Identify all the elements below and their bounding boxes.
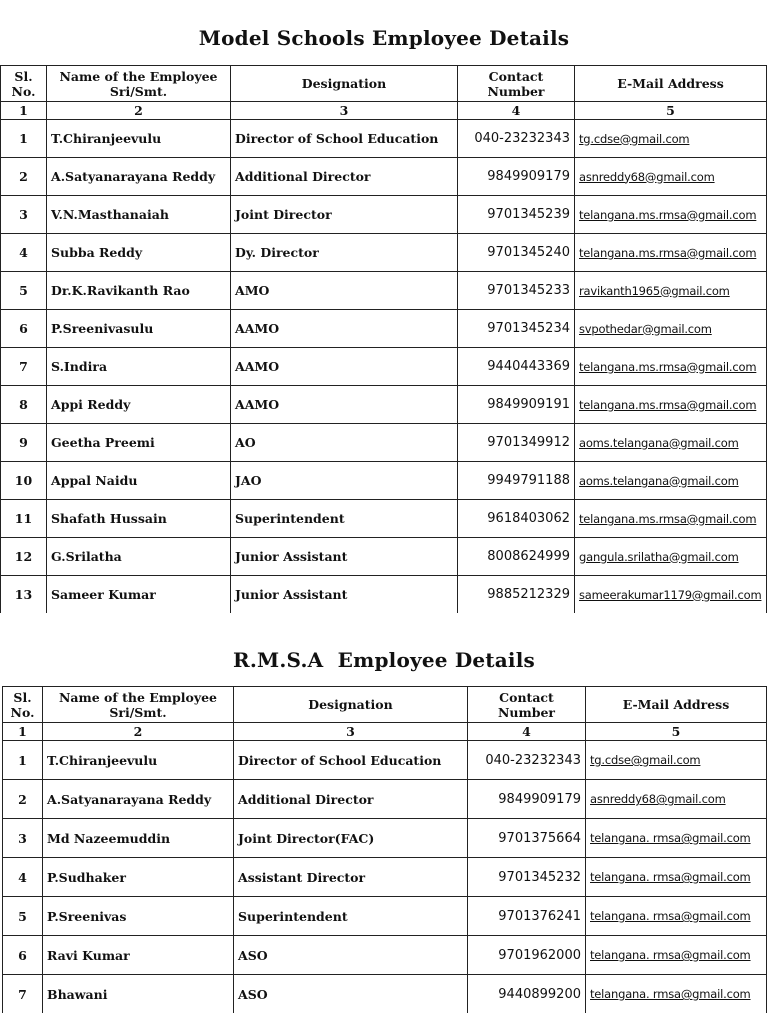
designation-cell: AAMO	[231, 386, 458, 424]
employee-name-cell: Shafath Hussain	[47, 500, 231, 538]
designation-cell: Additional Director	[234, 780, 468, 819]
designation-header: Designation	[234, 687, 468, 723]
employee-name-cell: P.Sudhaker	[43, 858, 234, 897]
email-link[interactable]: telangana. rmsa@gmail.com	[586, 858, 767, 897]
designation-cell: Additional Director	[231, 158, 458, 196]
sl-no-cell: 13	[1, 576, 47, 614]
email-link[interactable]: aoms.telangana@gmail.com	[575, 424, 767, 462]
designation-cell: AO	[231, 424, 458, 462]
employee-name-cell: Appi Reddy	[47, 386, 231, 424]
employee-name-cell: T.Chiranjeevulu	[43, 741, 234, 780]
contact-number-cell: 9440899200	[468, 975, 586, 1014]
contact-number-cell: 9849909179	[458, 158, 575, 196]
sl-no-cell: 4	[3, 858, 43, 897]
employee-row	[1, 500, 767, 538]
contact-number-cell: 9701345232	[468, 858, 586, 897]
email-link[interactable]: telangana.ms.rmsa@gmail.com	[575, 234, 767, 272]
contact-number-cell: 9618403062	[458, 500, 575, 538]
employee-row	[3, 858, 767, 897]
employee-name-cell: Md Nazeemuddin	[43, 819, 234, 858]
employee-name-cell: Dr.K.Ravikanth Rao	[47, 272, 231, 310]
employee-row	[1, 234, 767, 272]
email-link[interactable]: telangana.ms.rmsa@gmail.com	[575, 348, 767, 386]
sl-no-header: Sl. No.	[1, 66, 47, 102]
employee-row	[1, 348, 767, 386]
contact-number-cell: 8008624999	[458, 538, 575, 576]
column-number: 5	[575, 102, 767, 120]
employee-name-cell: P.Sreenivas	[43, 897, 234, 936]
email-header: E-Mail Address	[586, 687, 767, 723]
email-link[interactable]: asnreddy68@gmail.com	[575, 158, 767, 196]
email-link[interactable]: telangana. rmsa@gmail.com	[586, 975, 767, 1014]
contact-number-cell: 9701962000	[468, 936, 586, 975]
sl-no-cell: 3	[3, 819, 43, 858]
rmsa-table	[2, 686, 767, 1013]
employee-row	[1, 386, 767, 424]
contact-number-cell: 9949791188	[458, 462, 575, 500]
designation-cell: ASO	[234, 975, 468, 1014]
column-number: 3	[231, 102, 458, 120]
designation-cell: JAO	[231, 462, 458, 500]
designation-cell: Junior Assistant	[231, 576, 458, 614]
contact-number-cell: 9849909179	[468, 780, 586, 819]
contact-number-cell: 9701376241	[468, 897, 586, 936]
model-schools-title: Model Schools Employee Details	[198, 26, 570, 50]
employee-name-cell: Geetha Preemi	[47, 424, 231, 462]
sl-no-cell: 4	[1, 234, 47, 272]
header-row	[1, 66, 767, 102]
designation-cell: Assistant Director	[234, 858, 468, 897]
designation-header: Designation	[231, 66, 458, 102]
employee-name-cell: A.Satyanarayana Reddy	[47, 158, 231, 196]
employee-name-cell: S.Indira	[47, 348, 231, 386]
employee-name-cell: Bhawani	[43, 975, 234, 1014]
sl-no-cell: 11	[1, 500, 47, 538]
sl-no-cell: 6	[3, 936, 43, 975]
designation-cell: Joint Director	[231, 196, 458, 234]
contact-number-cell: 9701345239	[458, 196, 575, 234]
email-link[interactable]: asnreddy68@gmail.com	[586, 780, 767, 819]
email-link[interactable]: tg.cdse@gmail.com	[575, 120, 767, 158]
designation-cell: Superintendent	[234, 897, 468, 936]
sl-no-cell: 10	[1, 462, 47, 500]
contact-header: Contact Number	[458, 66, 575, 102]
employee-name-cell: Appal Naidu	[47, 462, 231, 500]
column-number-row	[3, 723, 767, 741]
sl-no-header: Sl. No.	[3, 687, 43, 723]
designation-cell: Superintendent	[231, 500, 458, 538]
contact-number-cell: 9701345240	[458, 234, 575, 272]
email-link[interactable]: telangana.ms.rmsa@gmail.com	[575, 500, 767, 538]
contact-number-cell: 9440443369	[458, 348, 575, 386]
employee-row	[1, 576, 767, 614]
column-number: 1	[3, 723, 43, 741]
employee-row	[1, 310, 767, 348]
sl-no-cell: 5	[3, 897, 43, 936]
sl-no-cell: 6	[1, 310, 47, 348]
email-header: E-Mail Address	[575, 66, 767, 102]
sl-no-cell: 9	[1, 424, 47, 462]
name-header: Name of the Employee Sri/Smt.	[47, 66, 231, 102]
sl-no-cell: 7	[1, 348, 47, 386]
column-number: 3	[234, 723, 468, 741]
employee-row	[1, 424, 767, 462]
employee-name-cell: P.Sreenivasulu	[47, 310, 231, 348]
sl-no-cell: 12	[1, 538, 47, 576]
employee-name-cell: G.Srilatha	[47, 538, 231, 576]
employee-row	[1, 272, 767, 310]
sl-no-cell: 7	[3, 975, 43, 1014]
header-row	[3, 687, 767, 723]
employee-name-cell: Sameer Kumar	[47, 576, 231, 614]
employee-row	[3, 741, 767, 780]
sl-no-cell: 3	[1, 196, 47, 234]
contact-number-cell: 9701345233	[458, 272, 575, 310]
employee-row	[1, 120, 767, 158]
column-number: 1	[1, 102, 47, 120]
designation-cell: Joint Director(FAC)	[234, 819, 468, 858]
contact-number-cell: 9849909191	[458, 386, 575, 424]
email-link[interactable]: telangana.ms.rmsa@gmail.com	[575, 196, 767, 234]
employee-row	[3, 819, 767, 858]
email-link[interactable]: telangana. rmsa@gmail.com	[586, 936, 767, 975]
email-link[interactable]: sameerakumar1179@gmail.com	[575, 576, 767, 614]
employee-row	[1, 196, 767, 234]
employee-row	[3, 936, 767, 975]
employee-row	[1, 158, 767, 196]
email-link[interactable]: gangula.srilatha@gmail.com	[575, 538, 767, 576]
contact-number-cell: 9701345234	[458, 310, 575, 348]
employee-name-cell: Ravi Kumar	[43, 936, 234, 975]
contact-number-cell: 040-23232343	[468, 741, 586, 780]
model-schools-table	[0, 65, 767, 613]
employee-row	[1, 538, 767, 576]
employee-row	[3, 975, 767, 1014]
sl-no-cell: 2	[3, 780, 43, 819]
name-header: Name of the Employee Sri/Smt.	[43, 687, 234, 723]
email-link[interactable]: telangana.ms.rmsa@gmail.com	[575, 386, 767, 424]
rmsa-title: R.M.S.A Employee Details	[233, 648, 535, 672]
contact-header: Contact Number	[468, 687, 586, 723]
employee-name-cell: V.N.Masthanaiah	[47, 196, 231, 234]
email-link[interactable]: tg.cdse@gmail.com	[586, 741, 767, 780]
designation-cell: Dy. Director	[231, 234, 458, 272]
column-number: 4	[458, 102, 575, 120]
employee-row	[1, 462, 767, 500]
designation-cell: AAMO	[231, 310, 458, 348]
designation-cell: Director of School Education	[231, 120, 458, 158]
employee-row	[3, 897, 767, 936]
sl-no-cell: 1	[3, 741, 43, 780]
sl-no-cell: 8	[1, 386, 47, 424]
email-link[interactable]: telangana. rmsa@gmail.com	[586, 819, 767, 858]
email-link[interactable]: ravikanth1965@gmail.com	[575, 272, 767, 310]
contact-number-cell: 9701349912	[458, 424, 575, 462]
email-link[interactable]: svpothedar@gmail.com	[575, 310, 767, 348]
contact-number-cell: 9885212329	[458, 576, 575, 614]
column-number: 4	[468, 723, 586, 741]
contact-number-cell: 9701375664	[468, 819, 586, 858]
sl-no-cell: 2	[1, 158, 47, 196]
designation-cell: Junior Assistant	[231, 538, 458, 576]
designation-cell: AAMO	[231, 348, 458, 386]
designation-cell: AMO	[231, 272, 458, 310]
contact-number-cell: 040-23232343	[458, 120, 575, 158]
sl-no-cell: 5	[1, 272, 47, 310]
employee-row	[3, 780, 767, 819]
sl-no-cell: 1	[1, 120, 47, 158]
employee-name-cell: Subba Reddy	[47, 234, 231, 272]
designation-cell: Director of School Education	[234, 741, 468, 780]
employee-name-cell: A.Satyanarayana Reddy	[43, 780, 234, 819]
column-number: 5	[586, 723, 767, 741]
column-number: 2	[43, 723, 234, 741]
designation-cell: ASO	[234, 936, 468, 975]
column-number: 2	[47, 102, 231, 120]
email-link[interactable]: aoms.telangana@gmail.com	[575, 462, 767, 500]
column-number-row	[1, 102, 767, 120]
email-link[interactable]: telangana. rmsa@gmail.com	[586, 897, 767, 936]
employee-name-cell: T.Chiranjeevulu	[47, 120, 231, 158]
